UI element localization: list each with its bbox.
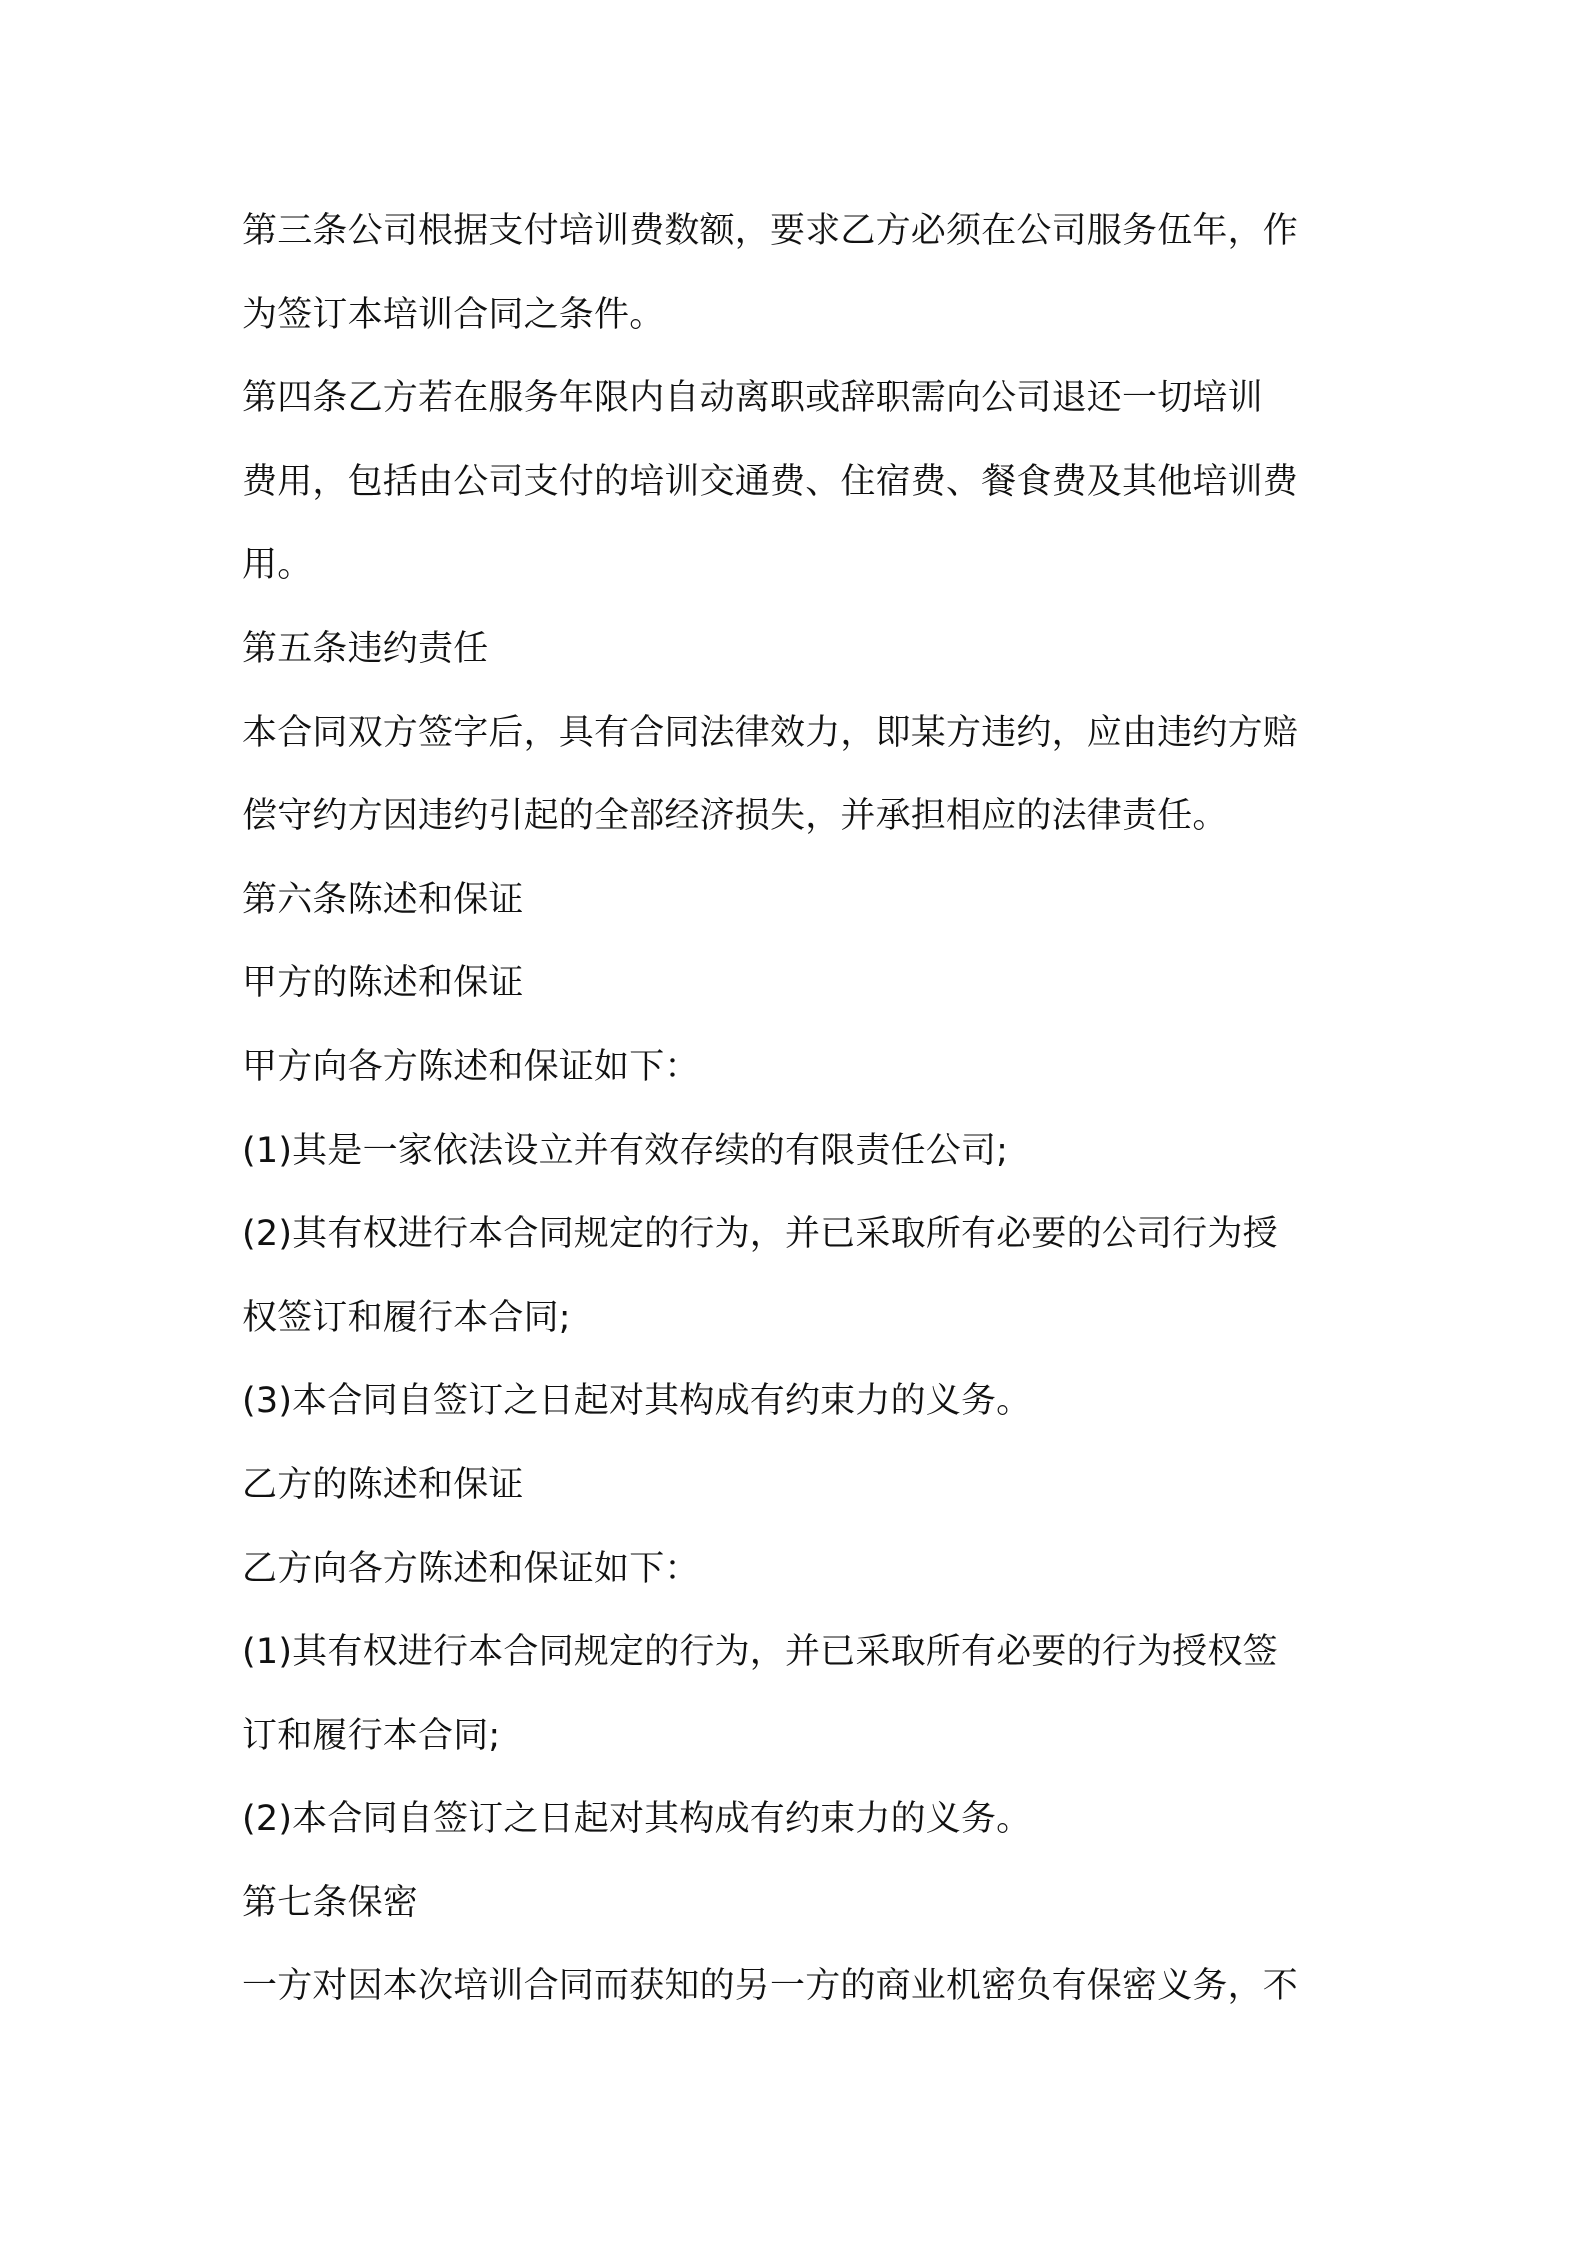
text-line: 本合同双方签字后，具有合同法律效力，即某方违约，应由违约方赔: [242, 712, 1299, 753]
list-item: (1)其有权进行本合同规定的行为，并已采取所有必要的行为授权签: [242, 1632, 1278, 1673]
text-line: 订和履行本合同;: [242, 1715, 501, 1756]
section-heading: 第六条陈述和保证: [242, 879, 524, 920]
subsection-heading: 乙方的陈述和保证: [242, 1464, 524, 1505]
text-line: 费用，包括由公司支付的培训交通费、住宿费、餐食费及其他培训费: [242, 461, 1299, 502]
text-line: 为签订本培训合同之条件。: [242, 294, 665, 335]
text-line: 甲方向各方陈述和保证如下：: [242, 1046, 700, 1087]
text-line: 用。: [242, 545, 313, 586]
text-line: 权签订和履行本合同;: [242, 1297, 571, 1338]
text-line: 偿守约方因违约引起的全部经济损失，并承担相应的法律责任。: [242, 796, 1228, 837]
section-heading: 第五条违约责任: [242, 628, 489, 669]
list-item: (1)其是一家依法设立并有效存续的有限责任公司;: [242, 1130, 1009, 1171]
text-line: 第四条乙方若在服务年限内自动离职或辞职需向公司退还一切培训: [242, 378, 1263, 419]
text-line: 第三条公司根据支付培训费数额，要求乙方必须在公司服务伍年，作: [242, 211, 1299, 251]
list-item: (2)其有权进行本合同规定的行为，并已采取所有必要的公司行为授: [242, 1214, 1278, 1255]
list-item: (2)本合同自签订之日起对其构成有约束力的义务。: [242, 1799, 1032, 1840]
document-body: [242, 190, 1362, 2029]
section-heading: 第七条保密: [242, 1882, 419, 1923]
subsection-heading: 甲方的陈述和保证: [242, 963, 524, 1004]
text-line: 乙方向各方陈述和保证如下：: [242, 1548, 700, 1589]
text-line: 一方对因本次培训合同而获知的另一方的商业机密负有保密义务，不: [242, 1966, 1299, 2007]
list-item: (3)本合同自签订之日起对其构成有约束力的义务。: [242, 1381, 1032, 1422]
